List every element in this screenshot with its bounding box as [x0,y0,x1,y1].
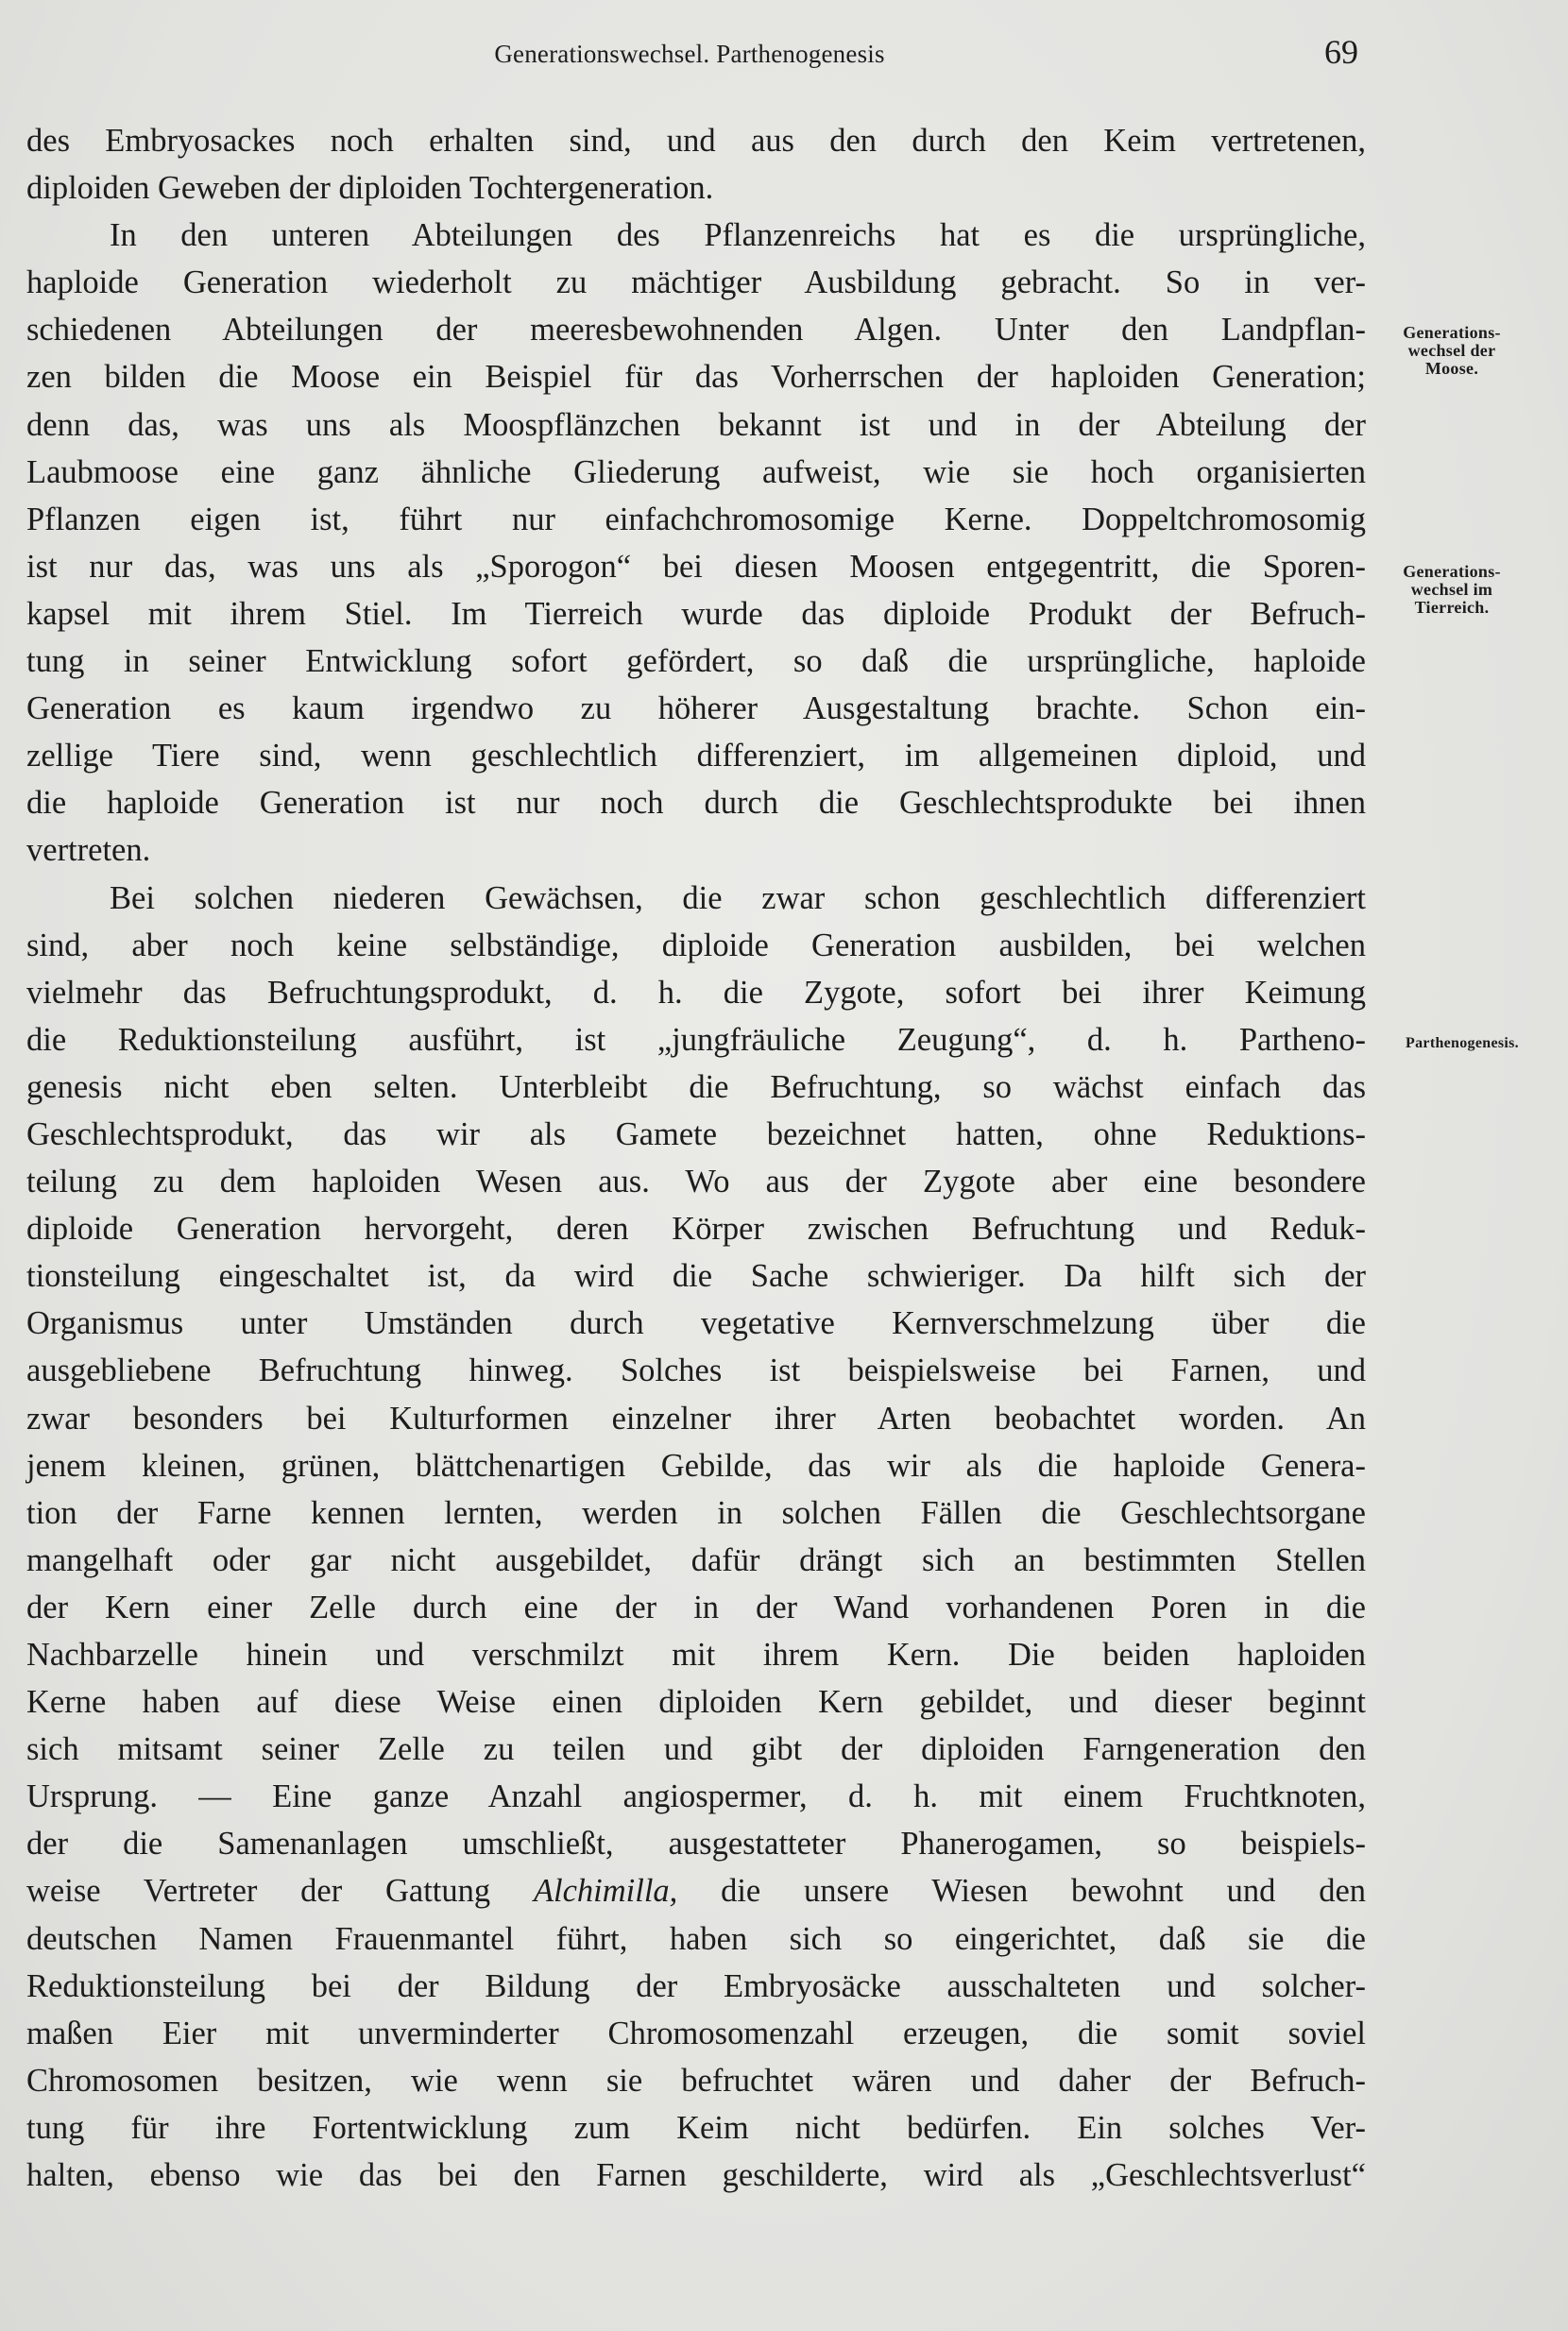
text-line: deutschen Namen Frauenmantel führt, haben sich so eingerichtet, daß sie die [26,1920,1366,1957]
text-line: Geschlechtsprodukt, das wir als Gamete bezeichnet hatten, ohne Reduktions- [26,1115,1366,1152]
text-segment: Alchimilla, [533,1873,678,1910]
text-line: zen bilden die Moose ein Beispiel für das Vorherrschen der haploiden Generation; [26,359,1366,396]
text-line: der die Samenanlagen umschließt, ausgestatteter Phanerogamen, so beispiels- [26,1826,1366,1863]
text-line: Organismus unter Umständen durch vegetative Kernverschmelzung über die [26,1305,1366,1342]
text-line: tionsteilung eingeschaltet ist, da wird die Sache schwieriger. Da hilft sich der [26,1258,1366,1295]
text-line: Pflanzen eigen ist, führt nur einfachchromosomige Kerne. Doppeltchromosomig [26,501,1366,537]
text-line: die haploide Generation ist nur noch durch die Geschlechtsprodukte bei ihnen [26,785,1366,822]
text-line: Ursprung. — Eine ganze Anzahl angiospermer, d. h. mit einem Fruchtknoten, [26,1778,1366,1815]
text-line: Chromosomen besitzen, wie wenn sie befruchtet wären und daher der Befruch- [26,2062,1366,2099]
text-line: vertreten. [26,832,151,869]
text-line: Reduktionsteilung bei der Bildung der Embryosäcke ausschalteten und solcher- [26,1967,1366,2004]
text-line: kapsel mit ihrem Stiel. Im Tierreich wurde das diploide Produkt der Befruch- [26,595,1366,632]
text-line: zellige Tiere sind, wenn geschlechtlich differenziert, im allgemeinen diploid, und [26,738,1366,774]
text-line: diploiden Geweben der diploiden Tochtergeneration. [26,170,714,207]
text-line: mangelhaft oder gar nicht ausgebildet, dafür drängt sich an bestimmten Stellen [26,1541,1366,1578]
text-line: tung für ihre Fortentwicklung zum Keim nicht bedürfen. Ein solches Ver- [26,2109,1366,2146]
text-line: Bei solchen niederen Gewächsen, die zwar schon geschlechtlich differenziert [110,879,1366,916]
margin-note-line: Tierreich. [1414,598,1490,617]
text-line: schiedenen Abteilungen der meeresbewohnenden Algen. Unter den Landpflan- [26,312,1366,349]
margin-note-line: Moose. [1424,359,1479,378]
text-line [26,1867,1366,1914]
text-line: ist nur das, was uns als „Sporogon“ bei diesen Moosen entgegentritt, die Sporen- [26,548,1366,585]
text-line: Nachbarzelle hinein und verschmilzt mit ihrem Kern. Die beiden haploiden [26,1637,1366,1673]
text-line: halten, ebenso wie das bei den Farnen geschilderte, wird als „Geschlechtsverlust“ [26,2157,1366,2194]
margin-note-line: wechsel der [1407,341,1496,360]
text-line: diploide Generation hervorgeht, deren Körper zwischen Befruchtung und Reduk- [26,1211,1366,1248]
text-line: sind, aber noch keine selbständige, diploide Generation ausbilden, bei welchen [26,927,1366,963]
margin-note-parthenogenesis [1368,1034,1557,1052]
running-head: Generationswechsel. Parthenogenesis [494,40,885,68]
text-line: jenem kleinen, grünen, blättchenartigen Gebilde, das wir als die haploide Genera- [26,1447,1366,1484]
margin-note-line: Generations- [1403,562,1501,581]
text-line: tung in seiner Entwicklung sofort gefördert, so daß die ursprüngliche, haploide [26,643,1366,680]
text-line: ausgebliebene Befruchtung hinweg. Solches ist beispielsweise bei Farnen, und [26,1353,1366,1389]
margin-note-line: Parthenogenesis. [1406,1035,1519,1051]
text-line: denn das, was uns als Moospflänzchen bekannt ist und in der Abteilung der [26,406,1366,443]
text-line: Generation es kaum irgendwo zu höherer Ausgestaltung brachte. Schon ein- [26,690,1366,727]
margin-note-line: Generations- [1403,323,1501,342]
text-line: teilung zu dem haploiden Wesen aus. Wo aus der Zygote aber eine besondere [26,1164,1366,1200]
text-line: des Embryosackes noch erhalten sind, und aus den durch den Keim vertretenen, [26,123,1366,159]
text-line: zwar besonders bei Kulturformen einzelner ihrer Arten beobachtet worden. An [26,1400,1366,1437]
body-text [26,117,1366,2199]
text-line: genesis nicht eben selten. Unterbleibt die Befruchtung, so wächst einfach das [26,1068,1366,1105]
text-line: haploide Generation wiederholt zu mächtiger Ausbildung gebracht. So in ver- [26,264,1366,301]
text-line: maßen Eier mit unverminderter Chromosomenzahl erzeugen, die somit soviel [26,2015,1366,2051]
text-segment: weise Vertreter der Gattung [26,1873,534,1910]
text-line: die Reduktionsteilung ausführt, ist „jungfräuliche Zeugung“, d. h. Partheno- [26,1021,1366,1058]
text-segment: die unsere Wiesen bewohnt und den [677,1873,1367,1910]
text-line: In den unteren Abteilungen des Pflanzenreichs hat es die ursprüngliche, [110,217,1366,254]
text-line: der Kern einer Zelle durch eine der in der Wand vorhandenen Poren in die [26,1589,1366,1625]
text-line: vielmehr das Befruchtungsprodukt, d. h. die Zygote, sofort bei ihrer Keimung [26,974,1366,1011]
margin-note-moose [1372,324,1532,378]
text-line: sich mitsamt seiner Zelle zu teilen und gibt der diploiden Farngeneration den [26,1731,1366,1768]
margin-note-line: wechsel im [1410,580,1493,599]
page-number: 69 [1324,33,1358,71]
text-line: Laubmoose eine ganz ähnliche Gliederung aufweist, wie sie hoch organisierten [26,453,1366,490]
text-line: Kerne haben auf diese Weise einen diploiden Kern gebildet, und dieser beginnt [26,1684,1366,1721]
text-line: tion der Farne kennen lernten, werden in solchen Fällen die Geschlechtsorgane [26,1494,1366,1531]
margin-note-tierreich [1372,563,1532,617]
